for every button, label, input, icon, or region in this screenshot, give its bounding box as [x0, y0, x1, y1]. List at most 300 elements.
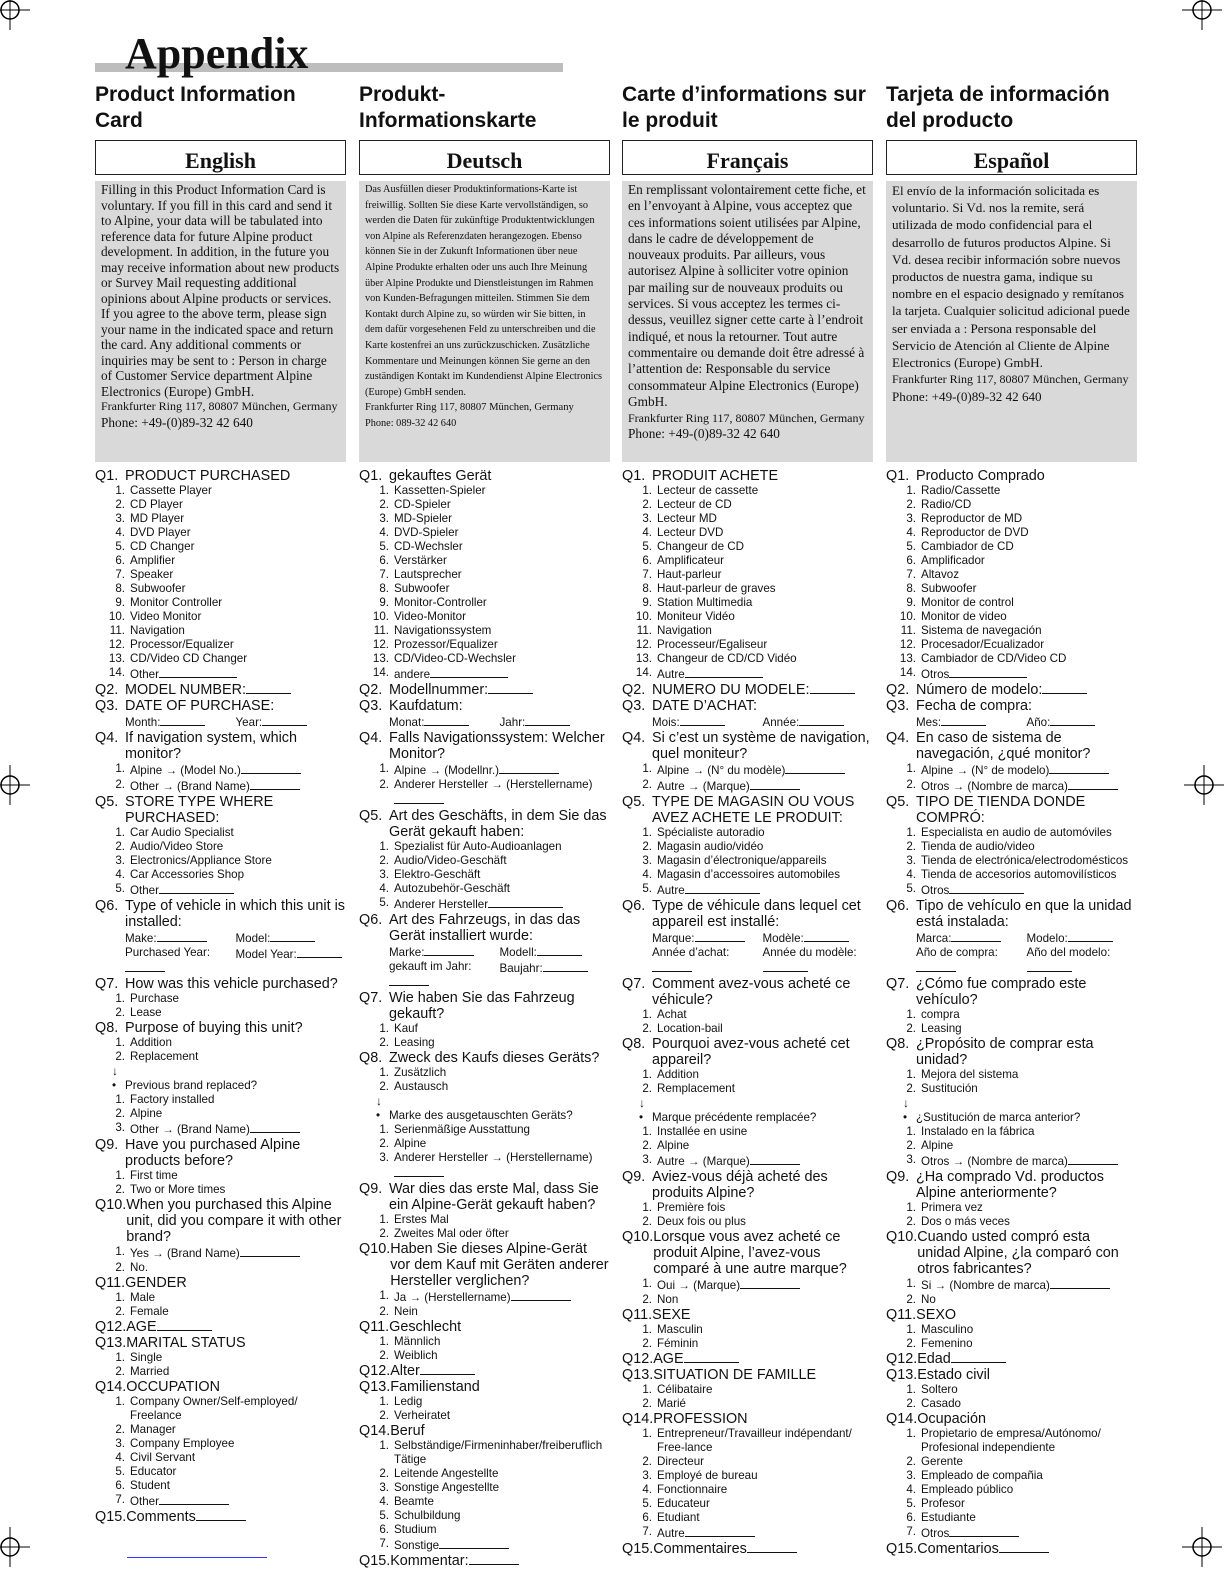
q15-answer-blank[interactable]	[747, 1541, 797, 1553]
field[interactable]	[500, 714, 611, 730]
option-item[interactable]	[622, 1483, 873, 1497]
option-item[interactable]	[359, 1481, 610, 1495]
field-blank[interactable]	[1027, 960, 1072, 972]
option-item[interactable]	[95, 762, 346, 778]
option-blank[interactable]	[430, 666, 508, 678]
option-item[interactable]	[359, 540, 610, 554]
option-item[interactable]	[359, 1227, 610, 1241]
option-item[interactable]	[95, 484, 346, 498]
option-blank[interactable]	[250, 1121, 300, 1133]
option-item[interactable]	[886, 1483, 1137, 1497]
option-item[interactable]	[359, 596, 610, 610]
option-item[interactable]	[95, 498, 346, 512]
option-item[interactable]	[359, 778, 610, 808]
question-number: Q5.	[622, 794, 646, 810]
option-item[interactable]	[622, 1082, 873, 1096]
option-item[interactable]	[95, 652, 346, 666]
option-item[interactable]	[359, 568, 610, 582]
option-item[interactable]	[622, 1139, 873, 1153]
option-item[interactable]	[886, 778, 1137, 794]
field-blank[interactable]	[537, 944, 582, 956]
option-item[interactable]	[886, 1022, 1137, 1036]
option-item[interactable]	[622, 1153, 873, 1169]
option-item[interactable]	[95, 840, 346, 854]
option-blank[interactable]	[750, 1153, 800, 1165]
option-item[interactable]	[359, 1066, 610, 1080]
option-label: CD-Spieler	[394, 498, 451, 511]
option-item[interactable]	[886, 1139, 1137, 1153]
option-item[interactable]	[359, 666, 610, 682]
option-item[interactable]	[622, 882, 873, 898]
question-text	[653, 1229, 873, 1277]
question-number: Q3.	[622, 698, 646, 714]
option-item[interactable]	[622, 1497, 873, 1511]
question-label: STORE TYPE WHERE PURCHASED:	[125, 794, 274, 826]
field-blank[interactable]	[424, 714, 469, 726]
q2-answer-blank[interactable]	[1042, 682, 1087, 694]
q15-answer-blank[interactable]	[196, 1509, 246, 1521]
option-item[interactable]	[95, 1121, 346, 1137]
option-item[interactable]	[886, 762, 1137, 778]
q2-answer-blank[interactable]	[810, 682, 855, 694]
option-item[interactable]	[95, 512, 346, 526]
option-blank[interactable]	[159, 1493, 229, 1505]
option-item[interactable]	[95, 882, 346, 898]
option-item[interactable]	[622, 1022, 873, 1036]
option-blank[interactable]	[949, 666, 1027, 678]
option-item[interactable]	[359, 1537, 610, 1553]
option-blank[interactable]	[159, 882, 234, 894]
option-item[interactable]	[886, 638, 1137, 652]
option-blank[interactable]	[394, 792, 444, 804]
option-item[interactable]	[95, 1183, 346, 1197]
option-item[interactable]	[359, 1137, 610, 1151]
option-item[interactable]	[886, 1215, 1137, 1229]
option-item[interactable]	[622, 512, 873, 526]
option-item[interactable]	[95, 638, 346, 652]
option-item[interactable]	[95, 1351, 346, 1365]
option-text	[394, 1137, 610, 1151]
option-item[interactable]	[622, 652, 873, 666]
q12-answer-blank[interactable]	[951, 1351, 1006, 1363]
option-item[interactable]	[622, 568, 873, 582]
field[interactable]	[125, 714, 236, 730]
question-q6	[95, 898, 346, 930]
option-item[interactable]	[359, 638, 610, 652]
field[interactable]	[1027, 946, 1138, 976]
option-item[interactable]	[95, 854, 346, 868]
field-blank[interactable]	[543, 960, 588, 972]
option-item[interactable]	[622, 1068, 873, 1082]
option-item[interactable]	[95, 1036, 346, 1050]
option-item[interactable]	[95, 1451, 346, 1465]
option-blank[interactable]	[740, 1277, 800, 1289]
q12-answer-blank[interactable]	[157, 1319, 212, 1331]
field-label: Année d’achat:	[652, 946, 730, 959]
option-text	[394, 1289, 610, 1305]
option-item[interactable]	[886, 854, 1137, 868]
field[interactable]	[763, 946, 874, 976]
field-blank[interactable]	[695, 930, 745, 942]
option-item[interactable]	[95, 1465, 346, 1479]
option-label: Autre	[657, 884, 685, 897]
question-q12	[359, 1363, 610, 1379]
field-blank[interactable]	[525, 714, 570, 726]
question-number: Q13.	[359, 1379, 391, 1395]
option-item[interactable]	[95, 1093, 346, 1107]
field-blank[interactable]	[680, 714, 725, 726]
field-blank[interactable]	[297, 946, 342, 958]
question-label: Have you purchased Alpine products before?	[125, 1137, 301, 1169]
option-item[interactable]	[95, 1169, 346, 1183]
field-blank[interactable]	[270, 930, 315, 942]
option-item[interactable]	[622, 1215, 873, 1229]
option-item[interactable]	[622, 854, 873, 868]
option-item[interactable]	[359, 526, 610, 540]
option-label: Monitor Controller	[130, 596, 223, 609]
option-text	[657, 1397, 873, 1411]
option-item[interactable]	[622, 1008, 873, 1022]
option-blank[interactable]	[785, 762, 845, 774]
option-blank[interactable]	[511, 1289, 571, 1301]
option-item[interactable]	[95, 1261, 346, 1275]
option-item[interactable]	[359, 1289, 610, 1305]
option-blank[interactable]	[241, 762, 301, 774]
field-blank[interactable]	[125, 960, 165, 972]
option-number: 3.	[906, 512, 916, 525]
option-item[interactable]	[622, 638, 873, 652]
option-item[interactable]	[886, 1293, 1137, 1307]
option-item[interactable]	[886, 666, 1137, 682]
option-item[interactable]	[622, 1455, 873, 1469]
option-blank[interactable]	[750, 778, 800, 790]
question-q9	[95, 1137, 346, 1169]
option-item[interactable]	[95, 992, 346, 1006]
option-item[interactable]	[886, 840, 1137, 854]
option-item[interactable]	[886, 882, 1137, 898]
option-item[interactable]	[886, 1277, 1137, 1293]
option-number: 2.	[379, 1036, 389, 1049]
field-blank[interactable]	[262, 714, 307, 726]
field[interactable]	[500, 944, 611, 960]
option-item[interactable]	[95, 1006, 346, 1020]
option-item[interactable]	[359, 896, 610, 912]
field-blank[interactable]	[1068, 930, 1113, 942]
field-blank[interactable]	[804, 930, 849, 942]
option-text	[657, 854, 873, 868]
option-item[interactable]	[359, 1335, 610, 1349]
option-blank[interactable]	[1049, 762, 1109, 774]
option-number: 2.	[906, 1215, 916, 1228]
option-blank[interactable]	[394, 1165, 444, 1177]
option-item[interactable]	[622, 1201, 873, 1215]
option-item[interactable]	[359, 1495, 610, 1509]
option-item[interactable]	[622, 826, 873, 840]
option-item[interactable]	[886, 1201, 1137, 1215]
field[interactable]	[236, 946, 347, 976]
option-item[interactable]	[622, 526, 873, 540]
option-item[interactable]	[359, 610, 610, 624]
field[interactable]	[125, 930, 236, 946]
field[interactable]	[916, 714, 1027, 730]
option-item[interactable]	[886, 610, 1137, 624]
option-item[interactable]	[359, 868, 610, 882]
option-item[interactable]	[95, 554, 346, 568]
option-blank[interactable]	[499, 762, 559, 774]
option-item[interactable]	[886, 1511, 1137, 1525]
field[interactable]	[652, 714, 763, 730]
option-blank[interactable]	[159, 666, 237, 678]
option-text	[394, 1066, 610, 1080]
option-item[interactable]	[95, 526, 346, 540]
option-item[interactable]	[95, 568, 346, 582]
option-item[interactable]	[359, 582, 610, 596]
option-item[interactable]	[886, 1427, 1137, 1455]
option-item[interactable]	[622, 596, 873, 610]
field[interactable]	[236, 714, 347, 730]
option-item[interactable]	[95, 1050, 346, 1064]
option-item[interactable]	[886, 1469, 1137, 1483]
option-item[interactable]	[359, 484, 610, 498]
option-item[interactable]	[95, 1305, 346, 1319]
option-item[interactable]	[886, 1082, 1137, 1096]
option-item[interactable]	[359, 762, 610, 778]
option-item[interactable]	[622, 1469, 873, 1483]
option-item[interactable]	[622, 540, 873, 554]
option-item[interactable]	[886, 1525, 1137, 1541]
option-item[interactable]	[95, 1365, 346, 1379]
option-item[interactable]	[359, 1523, 610, 1537]
option-blank[interactable]	[1068, 778, 1118, 790]
option-text	[394, 1022, 610, 1036]
option-item[interactable]	[622, 1511, 873, 1525]
field-blank[interactable]	[389, 974, 429, 986]
option-item[interactable]	[886, 498, 1137, 512]
option-item[interactable]	[359, 1305, 610, 1319]
option-item[interactable]	[359, 1022, 610, 1036]
option-item[interactable]	[622, 840, 873, 854]
option-text	[394, 778, 610, 808]
option-item[interactable]	[95, 596, 346, 610]
option-item[interactable]	[359, 1509, 610, 1523]
option-item[interactable]	[886, 596, 1137, 610]
option-item[interactable]	[359, 652, 610, 666]
option-item[interactable]	[886, 1497, 1137, 1511]
option-item[interactable]	[622, 778, 873, 794]
option-item[interactable]	[95, 666, 346, 682]
field-blank[interactable]	[157, 930, 207, 942]
field[interactable]	[389, 960, 500, 990]
option-label: MD-Spieler	[394, 512, 452, 525]
option-item[interactable]	[886, 1337, 1137, 1351]
option-item[interactable]	[359, 554, 610, 568]
field-blank[interactable]	[951, 930, 1001, 942]
option-item[interactable]	[622, 666, 873, 682]
option-item[interactable]	[95, 1479, 346, 1493]
option-item[interactable]	[622, 610, 873, 624]
option-item[interactable]	[359, 1349, 610, 1363]
option-item[interactable]	[886, 826, 1137, 840]
option-item[interactable]	[622, 762, 873, 778]
option-item[interactable]	[622, 1125, 873, 1139]
option-blank[interactable]	[240, 1245, 300, 1257]
option-text	[921, 1397, 1137, 1411]
field[interactable]	[763, 930, 874, 946]
option-text	[921, 1201, 1137, 1215]
option-blank[interactable]	[250, 778, 300, 790]
q2-answer-blank[interactable]	[246, 682, 291, 694]
option-item[interactable]	[95, 1245, 346, 1261]
option-blank[interactable]	[488, 896, 563, 908]
field[interactable]	[1027, 930, 1138, 946]
option-item[interactable]	[359, 1151, 610, 1181]
field-blank[interactable]	[160, 714, 205, 726]
option-item[interactable]	[622, 554, 873, 568]
option-item[interactable]	[622, 484, 873, 498]
option-item[interactable]	[886, 652, 1137, 666]
option-item[interactable]	[886, 624, 1137, 638]
option-item[interactable]	[886, 1008, 1137, 1022]
question-q13	[886, 1367, 1137, 1383]
option-item[interactable]	[359, 854, 610, 868]
q12-answer-blank[interactable]	[420, 1363, 475, 1375]
option-item[interactable]	[95, 582, 346, 596]
option-item[interactable]	[95, 1493, 346, 1509]
field-blank[interactable]	[916, 960, 956, 972]
field[interactable]	[652, 930, 763, 946]
field-blank[interactable]	[763, 960, 808, 972]
option-blank[interactable]	[949, 1525, 1019, 1537]
option-item[interactable]	[622, 498, 873, 512]
option-item[interactable]	[95, 1437, 346, 1451]
option-item[interactable]	[359, 1409, 610, 1423]
option-item[interactable]	[886, 554, 1137, 568]
field[interactable]	[916, 930, 1027, 946]
option-blank[interactable]	[949, 882, 1024, 894]
field[interactable]	[652, 946, 763, 976]
question-label: NUMERO DU MODELE:	[652, 682, 810, 698]
q15-answer-blank[interactable]	[999, 1541, 1049, 1553]
option-label: Oui → (Marque)	[657, 1279, 741, 1292]
question-number: Q8.	[359, 1050, 383, 1066]
option-item[interactable]	[359, 882, 610, 896]
option-item[interactable]	[886, 484, 1137, 498]
field-blank[interactable]	[652, 960, 692, 972]
q2-answer-blank[interactable]	[488, 682, 533, 694]
field[interactable]	[500, 960, 611, 990]
option-item[interactable]	[359, 1036, 610, 1050]
option-label: CD/Video-CD-Wechsler	[394, 652, 516, 665]
option-item[interactable]	[359, 1213, 610, 1227]
field[interactable]	[389, 714, 500, 730]
option-text	[394, 568, 610, 582]
field[interactable]	[763, 714, 874, 730]
question-label: GENDER	[125, 1275, 187, 1291]
question-q10	[886, 1229, 1137, 1277]
option-item[interactable]	[95, 1395, 346, 1423]
option-item[interactable]	[886, 582, 1137, 596]
option-number: 1.	[906, 1277, 916, 1290]
option-item[interactable]	[886, 1455, 1137, 1469]
option-item[interactable]	[359, 840, 610, 854]
option-item[interactable]	[622, 582, 873, 596]
option-blank[interactable]	[685, 882, 760, 894]
option-item[interactable]	[359, 1395, 610, 1409]
option-item[interactable]	[886, 1068, 1137, 1082]
option-item[interactable]	[359, 512, 610, 526]
option-item[interactable]	[622, 1337, 873, 1351]
option-item[interactable]	[359, 1439, 610, 1467]
option-item[interactable]	[886, 868, 1137, 882]
option-label: Sonstige Angestellte	[394, 1481, 500, 1494]
option-item[interactable]	[95, 1291, 346, 1305]
option-item[interactable]	[359, 498, 610, 512]
option-text	[921, 1082, 1137, 1096]
option-item[interactable]	[622, 1277, 873, 1293]
option-item[interactable]	[886, 512, 1137, 526]
option-item[interactable]	[886, 526, 1137, 540]
option-item[interactable]	[886, 540, 1137, 554]
option-item[interactable]	[359, 1123, 610, 1137]
field[interactable]	[916, 946, 1027, 976]
option-item[interactable]	[95, 1107, 346, 1121]
q12-answer-blank[interactable]	[684, 1351, 739, 1363]
option-item[interactable]	[886, 1125, 1137, 1139]
option-item[interactable]	[95, 610, 346, 624]
field[interactable]	[1027, 714, 1138, 730]
option-blank[interactable]	[1050, 1277, 1110, 1289]
option-item[interactable]	[622, 1323, 873, 1337]
option-item[interactable]	[622, 868, 873, 882]
option-item[interactable]	[95, 1423, 346, 1437]
field-blank[interactable]	[941, 714, 986, 726]
option-item[interactable]	[95, 624, 346, 638]
option-item[interactable]	[359, 624, 610, 638]
option-blank[interactable]	[439, 1537, 509, 1549]
option-item[interactable]	[622, 1427, 873, 1455]
option-number: 1.	[115, 826, 125, 839]
field[interactable]	[389, 944, 500, 960]
option-blank[interactable]	[1068, 1153, 1118, 1165]
option-blank[interactable]	[685, 1525, 755, 1537]
option-item[interactable]	[359, 1080, 610, 1094]
q15-answer-blank[interactable]	[469, 1553, 519, 1565]
option-item[interactable]	[622, 1293, 873, 1307]
option-item[interactable]	[886, 1323, 1137, 1337]
option-item[interactable]	[886, 568, 1137, 582]
option-item[interactable]	[359, 1467, 610, 1481]
option-number: 7.	[115, 1493, 125, 1506]
field[interactable]	[236, 930, 347, 946]
option-item[interactable]	[886, 1383, 1137, 1397]
option-item[interactable]	[622, 1397, 873, 1411]
field-blank[interactable]	[799, 714, 844, 726]
option-item[interactable]	[95, 868, 346, 882]
option-item[interactable]	[95, 540, 346, 554]
field-blank[interactable]	[424, 944, 474, 956]
option-item[interactable]	[95, 778, 346, 794]
option-item[interactable]	[886, 1153, 1137, 1169]
option-blank[interactable]	[685, 666, 763, 678]
option-item[interactable]	[886, 1397, 1137, 1411]
question-text	[916, 698, 1137, 714]
option-item[interactable]	[622, 624, 873, 638]
option-item[interactable]	[622, 1525, 873, 1541]
option-item[interactable]	[95, 826, 346, 840]
field-blank[interactable]	[1050, 714, 1095, 726]
option-item[interactable]	[622, 1383, 873, 1397]
field[interactable]	[125, 946, 236, 976]
